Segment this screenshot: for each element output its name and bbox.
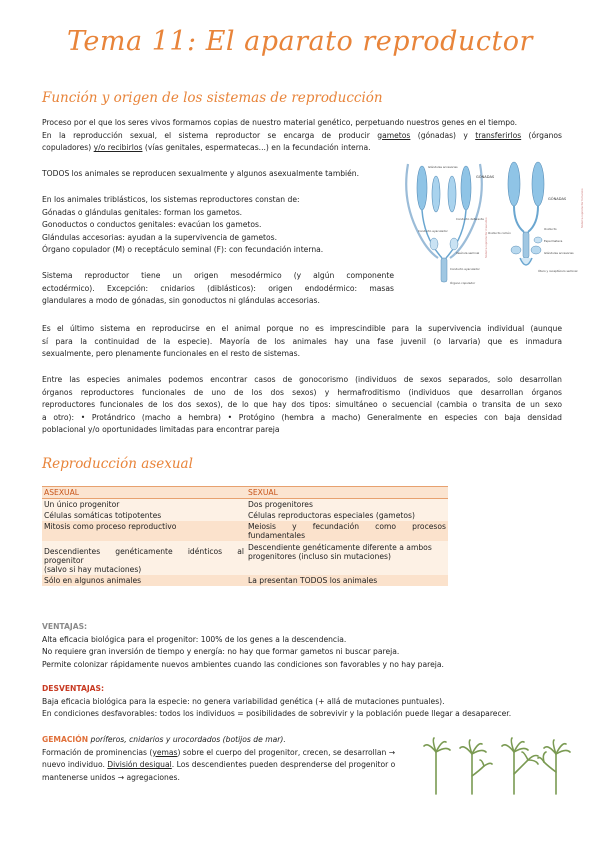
budding-hydra-illustration [422, 736, 572, 794]
table-cell-line: Descendientes genéticamente idénticos al [44, 547, 244, 556]
triblasticos-list [42, 194, 382, 257]
comparison-table [42, 486, 448, 586]
intro-paragraph [42, 117, 562, 155]
table-row [42, 575, 448, 586]
male-label-glandulas: Glándulas accesorias [428, 165, 458, 169]
male-label-vesicula: Vesícula seminal [456, 251, 480, 255]
intro-term-transferirlos: transferirlos [475, 130, 522, 140]
page-title: Tema 11: El aparato reproductor [67, 26, 533, 57]
table-cell: Células somáticas totipotentes [42, 510, 246, 521]
female-label-espermateca: Espermateca [544, 239, 563, 243]
female-label-oviducto-comun: Oviducto común [488, 231, 511, 235]
gemacion-title-line [42, 734, 432, 747]
table-cell-line: Descendiente genéticamente diferente a ambos [248, 543, 432, 552]
gemacion-text: . Los descendientes pueden desprenderse del progenitor o [171, 760, 396, 770]
female-label-gonadas: GÓNADAS [548, 197, 567, 201]
table-cell-line: progenitor [44, 556, 84, 565]
ultimo-line: Es el último sistema en reproducirse en el animal porque no es imprescindible para la supervivencia individual (aunque [42, 324, 562, 333]
triblasticos-line: Gonoductos o conductos genitales: evacúan los gametos. [42, 220, 262, 230]
table-header-asexual: ASEXUAL [42, 487, 246, 499]
intro-text: En la reproducción sexual, el sistema reproductor se encarga de producir [42, 130, 370, 140]
intro-term-gametos: gametos [377, 130, 411, 140]
entre-line: a otro): • Protándrico (macho a hembra) • Protógino (hembra a macho) Generalmente en especies con baja densidad [42, 412, 562, 422]
origen-line: ectodérmico). Excepción: cnidarios (diblásticos): origen endodérmico: masas [42, 283, 394, 293]
intro-line-1: Proceso por el que los seres vivos formamos copias de nuestro material genético, perpetuando nuestros genes en el tiempo. [42, 118, 518, 127]
table-row [42, 521, 448, 541]
male-reproductive-diagram [398, 158, 495, 290]
intro-line-3 [42, 142, 562, 155]
intro-term-recibirlos: y/o recibirlos [93, 143, 143, 153]
gemacion-line-1 [42, 747, 432, 760]
table-cell: Dos progenitores [246, 499, 448, 511]
female-label-glandulas: Glándulas accesorias [544, 251, 574, 255]
table-row [42, 541, 448, 575]
entre-line: órganos reproductores funcionales de uno de los dos sexos) y hermafroditismo (individuos que desarrollan órganos [42, 387, 562, 397]
origen-line: glandulares a modo de gónadas, sin gonoductos ni glándulas accesorias. [42, 296, 320, 306]
table-cell [42, 541, 246, 575]
gemacion-text: nuevo individuo. [42, 760, 105, 770]
entre-line: reproductores funcionales de los dos sexos), de lo que hay dos tipos: simultáneo o secuencial (cambia o transita de un sexo [42, 400, 562, 410]
triblasticos-line: En los animales triblásticos, los sistemas reproductores constan de: [42, 195, 300, 204]
female-reproductive-diagram [486, 158, 586, 290]
gemacion-term-division: División desigual [107, 760, 172, 770]
table-row [42, 510, 448, 521]
female-label-oviducto: Oviducto [544, 227, 557, 231]
intro-line-2 [42, 130, 562, 143]
male-label-gonadas: GÓNADAS [476, 175, 495, 179]
gemacion-block [42, 734, 432, 784]
triblasticos-line: Gónadas o glándulas genitales: forman los gametos. [42, 207, 243, 217]
entre-line: Entre las especies animales podemos encontrar casos de gonocorismo (individuos de sexos separados, solo desarrollan [42, 375, 562, 384]
intro-text: copuladores) [42, 143, 92, 153]
male-label-eyaculador-1: Conducto eyaculador [418, 229, 448, 233]
origen-line: Sistema reproductor tiene un origen mesodérmico (y algún componente [42, 271, 394, 280]
desventajas-block [42, 683, 511, 721]
ventajas-item: No requiere gran inversión de tiempo y energía: no hay que formar gametos ni buscar pareja. [42, 647, 400, 657]
table-cell-line: progenitores (incluso sin mutaciones) [248, 552, 391, 561]
origen-paragraph [42, 270, 394, 308]
table-cell: Mitosis como proceso reproductivo [42, 521, 246, 541]
section-heading-funcion: Función y origen de los sistemas de reproducción [42, 90, 383, 106]
gemacion-line-3: mantenerse unidos → agregaciones. [42, 772, 180, 782]
table-row [42, 499, 448, 511]
table-cell: Un único progenitor [42, 499, 246, 511]
table-header-row [42, 487, 448, 499]
table-cell-line: Meiosis y fecundación como procesos [248, 522, 446, 531]
desventajas-item: Baja eficacia biológica para la especie: no genera variabilidad genética (+ allá de mutaciones puntuales). [42, 696, 445, 706]
ultimo-paragraph [42, 323, 562, 361]
gemacion-groups: poríferos, cnidarios y urocordados (botijos de mar). [90, 735, 286, 744]
table-header-sexual: SEXUAL [246, 487, 448, 499]
section-heading-asexual: Reproducción asexual [42, 456, 193, 472]
table-cell: La presentan TODOS los animales [246, 575, 448, 586]
triblasticos-line: Glándulas accesorias: ayudan a la supervivencia de gametos. [42, 232, 277, 242]
gemacion-line-2 [42, 759, 432, 772]
male-diagram-caption: Sistema reproductor masculino [485, 217, 488, 258]
female-diagram-caption: Sistema reproductor femenino [581, 188, 584, 228]
entre-line: poblacional y/o oportunidades limitadas para encontrar pareja [42, 425, 280, 435]
gemacion-text: Formación de prominencias ( [42, 747, 153, 757]
desventajas-item: En condiciones desfavorables: todos los individuos = posibilidades de sobrevivir y la población puede llegar a desaparecer. [42, 709, 512, 719]
table-cell-line: fundamentales [248, 531, 306, 540]
ultimo-line: sí para la continuidad de la especie). Mayoría de los animales hay una fase juvenil (o larvaria) que es inmadura [42, 336, 562, 346]
ventajas-item: Alta eficacia biológica para el progenitor: 100% de los genes a la descendencia. [42, 634, 347, 644]
gemacion-term-yemas: yemas [152, 747, 178, 757]
table-cell-line: (salvo si hay mutaciones) [44, 565, 142, 574]
ventajas-item: Permite colonizar rápidamente nuevos ambientes cuando las condiciones son favorables y no hay pareja. [42, 659, 444, 669]
ventajas-block [42, 621, 444, 671]
table-cell: Sólo en algunos animales [42, 575, 246, 586]
female-label-utero: Útero y receptáculo seminal [538, 269, 578, 273]
entre-paragraph [42, 374, 562, 437]
intro-text: (gónadas) y [417, 130, 468, 140]
table-cell: Células reproductoras especiales (gametos) [246, 510, 448, 521]
desventajas-label: DESVENTAJAS: [42, 684, 105, 693]
intro-text: (vías genitales, espermatecas...) en la fecundación interna. [144, 143, 371, 153]
table-cell [246, 521, 448, 541]
todos-line: TODOS los animales se reproducen sexualmente y algunos asexualmente también. [42, 169, 360, 178]
male-label-organo: Órgano copulador [450, 281, 476, 285]
ultimo-line: sexualmente, pero plenamente funcionales en el resto de sistemas. [42, 349, 301, 359]
ventajas-label: VENTAJAS: [42, 622, 88, 631]
intro-text: (órganos [528, 130, 563, 140]
male-label-eyaculador-2: Conducto eyaculador [450, 267, 480, 271]
table-cell [246, 541, 448, 575]
gemacion-text: ) sobre el cuerpo del progenitor, crecen, se desarrollan → [177, 747, 396, 757]
triblasticos-line: Órgano copulador (M) o receptáculo seminal (F): con fecundación interna. [42, 245, 324, 255]
gemacion-label: GEMACIÓN [42, 735, 89, 744]
male-label-deferente: Conducto deferente [456, 217, 484, 221]
